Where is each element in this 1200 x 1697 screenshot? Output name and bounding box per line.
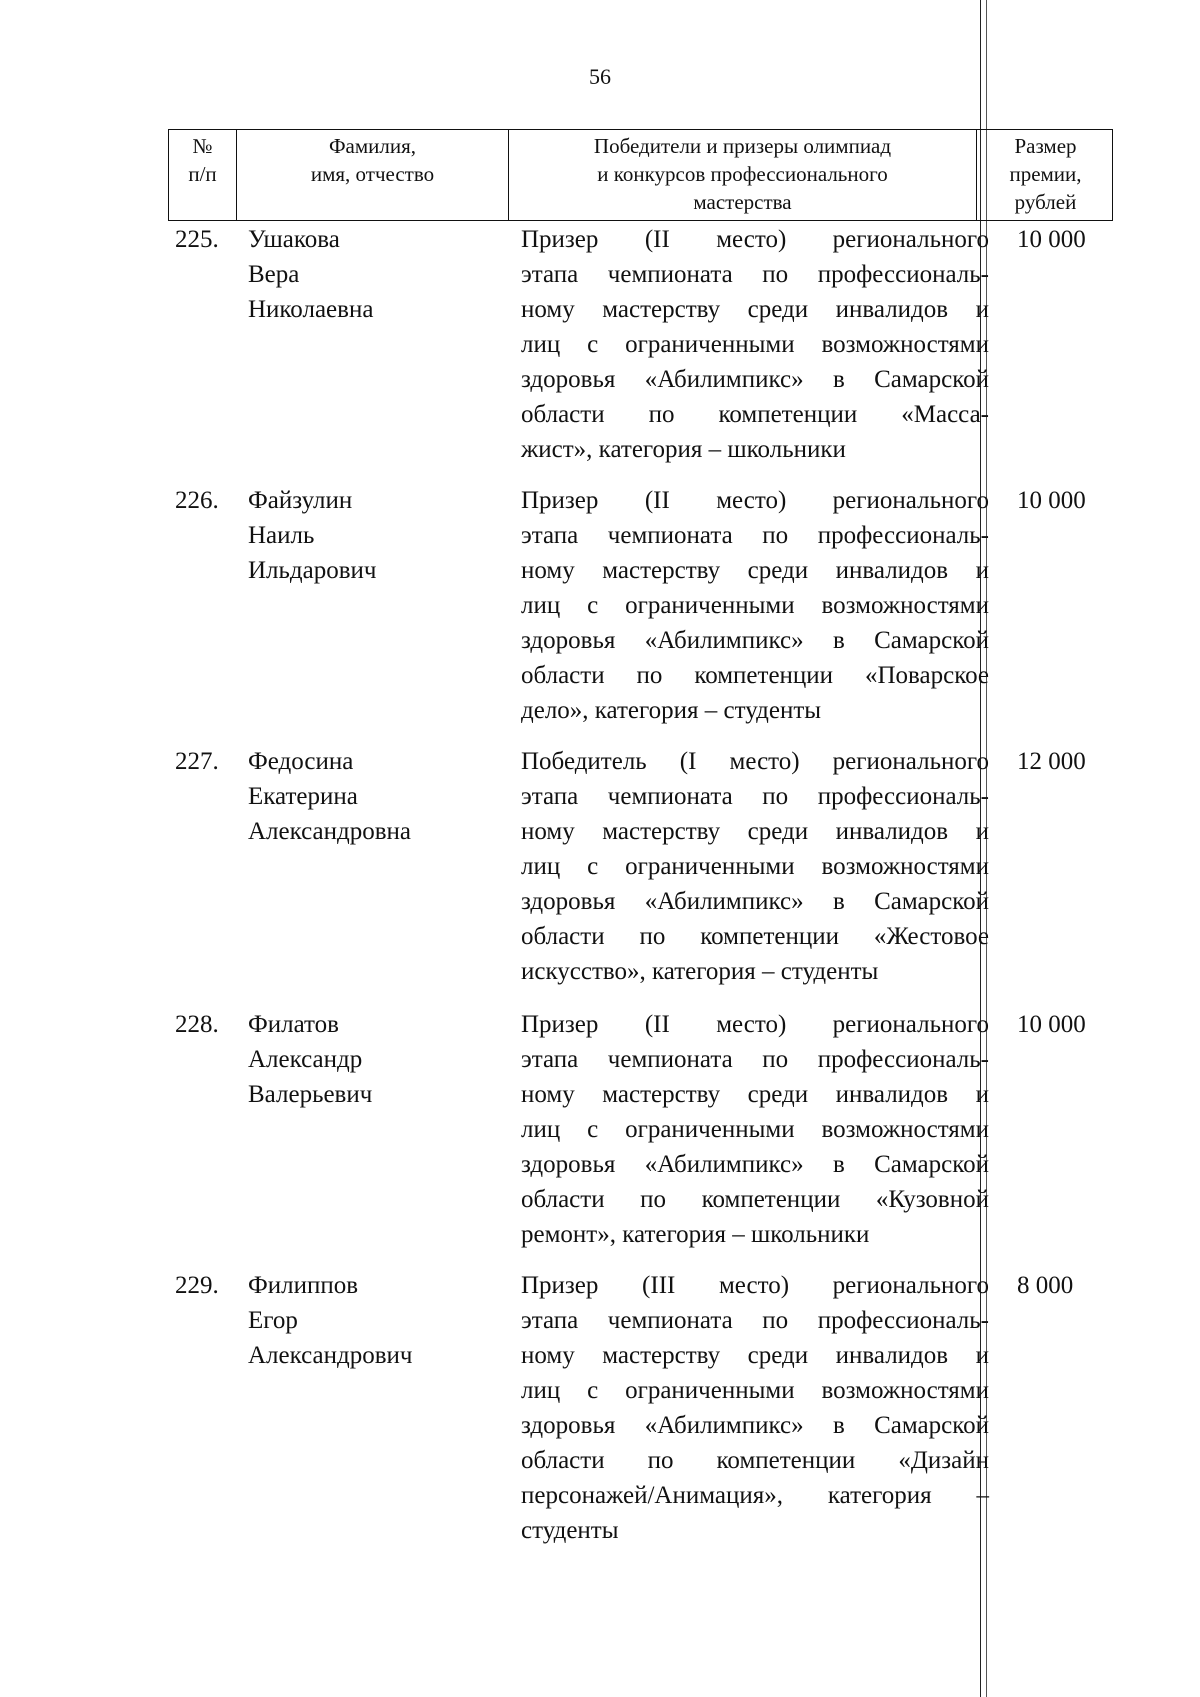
description-line: Победитель (I место) регионального [521,748,989,775]
description-line: Призер (II место) регионального [521,1011,989,1038]
header-description-column [509,130,977,220]
row-description [521,1268,989,1548]
description-line: ному мастерству среди инвалидов и [521,557,989,584]
row-description [521,222,989,467]
name-part: Ильдарович [248,557,377,584]
description-line: области по компетенции «Поварское [521,662,989,689]
row-full-name [248,744,508,849]
description-line: ному мастерству среди инвалидов и [521,1342,989,1369]
description-line: жист», категория – школьники [521,436,846,463]
description-line: лиц с ограниченными возможностями [521,853,989,880]
row-amount: 8 000 [1017,1272,1074,1299]
header-number-line: № [192,134,213,158]
description-line: здоровья «Абилимпикс» в Самарской [521,366,989,393]
description-line: лиц с ограниченными возможностями [521,592,989,619]
description-line: Призер (II место) регионального [521,487,989,514]
name-part: Егор [248,1307,298,1334]
description-line: дело», категория – студенты [521,697,822,724]
description-line: области по компетенции «Жестовое [521,923,989,950]
description-line: лиц с ограниченными возможностями [521,1116,989,1143]
row-description [521,483,989,728]
description-line: ному мастерству среди инвалидов и [521,1081,989,1108]
name-part: Александр [248,1046,363,1073]
description-line: лиц с ограниченными возможностями [521,1377,989,1404]
name-part: Федосина [248,748,354,775]
header-amount-column [977,130,1114,220]
header-description-line: мастерства [693,190,792,214]
name-part: Наиль [248,522,315,549]
description-line: здоровья «Абилимпикс» в Самарской [521,1412,989,1439]
header-name-line: Фамилия, [328,134,417,158]
description-line: студенты [521,1517,619,1544]
row-amount: 10 000 [1017,487,1086,514]
header-amount-line: премии, [1009,162,1082,186]
name-part: Вера [248,261,300,288]
name-part: Филиппов [248,1272,359,1299]
description-line: персонажей/Анимация», категория – [521,1482,989,1509]
description-line: этапа чемпионата по профессиональ- [521,1046,989,1073]
page-number: 56 [589,64,611,89]
row-amount: 12 000 [1017,748,1086,775]
description-line: ремонт», категория – школьники [521,1221,870,1248]
row-description [521,1007,989,1252]
row-number: 227. [175,748,219,775]
row-amount: 10 000 [1017,226,1086,253]
header-description-line: Победители и призеры олимпиад [593,134,892,158]
row-full-name [248,1268,508,1373]
name-part: Файзулин [248,487,353,514]
header-description-line: и конкурсов профессионального [597,162,888,186]
description-line: области по компетенции «Дизайн [521,1447,989,1474]
description-line: лиц с ограниченными возможностями [521,331,989,358]
description-line: области по компетенции «Кузовной [521,1186,989,1213]
table-header [168,129,1113,221]
name-part: Екатерина [248,783,358,810]
row-number: 228. [175,1011,219,1038]
name-part: Александровна [248,818,412,845]
header-name-line: имя, отчество [310,162,435,186]
description-line: этапа чемпионата по профессиональ- [521,783,989,810]
header-number-line: п/п [188,162,217,186]
description-line: Призер (III место) регионального [521,1272,989,1299]
row-full-name [248,483,508,588]
header-name-column [237,130,509,220]
row-description [521,744,989,989]
header-amount-line: Размер [1014,134,1077,158]
description-line: этапа чемпионата по профессиональ- [521,261,989,288]
name-part: Филатов [248,1011,339,1038]
row-full-name [248,1007,508,1112]
row-number: 226. [175,487,219,514]
name-part: Александрович [248,1342,413,1369]
name-part: Валерьевич [248,1081,373,1108]
row-full-name [248,222,508,327]
description-line: этапа чемпионата по профессиональ- [521,522,989,549]
name-part: Ушакова [248,226,340,253]
description-line: искусство», категория – студенты [521,958,879,985]
description-line: области по компетенции «Масса- [521,401,989,428]
description-line: Призер (II место) регионального [521,226,989,253]
description-line: этапа чемпионата по профессиональ- [521,1307,989,1334]
description-line: ному мастерству среди инвалидов и [521,296,989,323]
row-number: 225. [175,226,219,253]
header-amount-line: рублей [1014,190,1077,214]
row-number: 229. [175,1272,219,1299]
description-line: здоровья «Абилимпикс» в Самарской [521,627,989,654]
description-line: здоровья «Абилимпикс» в Самарской [521,1151,989,1178]
header-number-column [169,130,237,220]
row-amount: 10 000 [1017,1011,1086,1038]
description-line: здоровья «Абилимпикс» в Самарской [521,888,989,915]
description-line: ному мастерству среди инвалидов и [521,818,989,845]
name-part: Николаевна [248,296,374,323]
